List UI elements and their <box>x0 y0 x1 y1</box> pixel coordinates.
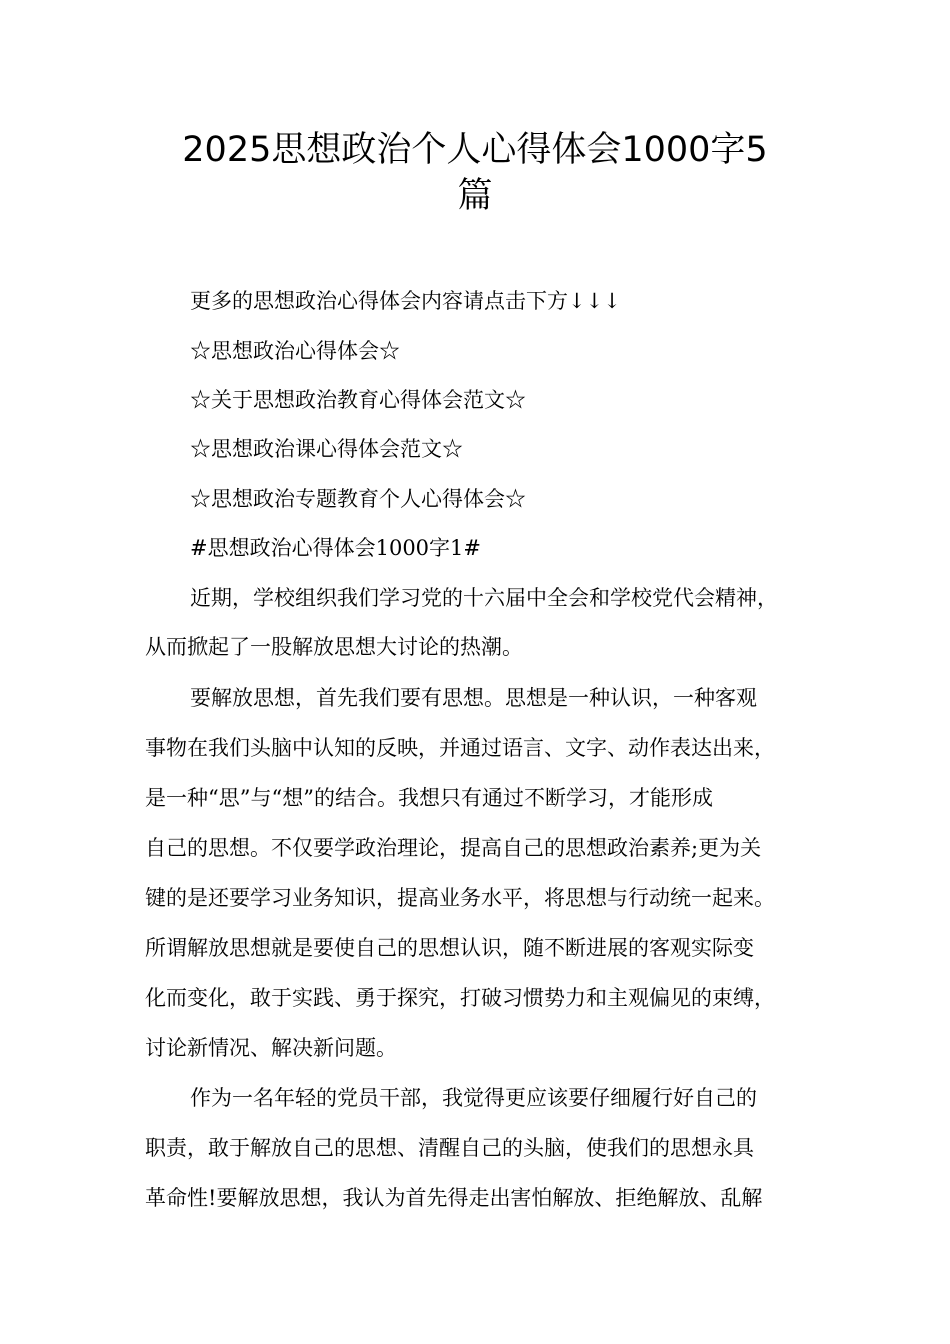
paragraph-line: 事物在我们头脑中认知的反映，并通过语言、文字、动作表达出来， <box>145 736 775 760</box>
paragraph-line: 是一种“思”与“想”的结合。我想只有通过不断学习，才能形成 <box>145 786 713 810</box>
link-item[interactable]: ☆关于思想政治教育心得体会范文☆ <box>190 388 526 412</box>
paragraph-line: 革命性!要解放思想，我认为首先得走出害怕解放、拒绝解放、乱解 <box>145 1186 763 1210</box>
section-heading: #思想政治心得体会1000字1# <box>190 536 481 560</box>
paragraph-line: 化而变化，敢于实践、勇于探究，打破习惯势力和主观偏见的束缚， <box>145 986 775 1010</box>
paragraph-line: 键的是还要学习业务知识，提高业务水平，将思想与行动统一起来。 <box>145 886 775 910</box>
paragraph-line: 近期，学校组织我们学习党的十六届中全会和学校党代会精神， <box>190 586 778 610</box>
page-title <box>100 127 850 219</box>
link-item[interactable]: ☆思想政治专题教育个人心得体会☆ <box>190 487 526 511</box>
paragraph-line: 从而掀起了一股解放思想大讨论的热潮。 <box>145 635 523 659</box>
paragraph-line: 自己的思想。不仅要学政治理论，提高自己的思想政治素养;更为关 <box>145 836 762 860</box>
intro-text: 更多的思想政治心得体会内容请点击下方↓↓↓ <box>190 289 621 313</box>
link-item[interactable]: ☆思想政治心得体会☆ <box>190 339 400 363</box>
title-line-2: 篇 <box>457 176 493 216</box>
paragraph-line: 作为一名年轻的党员干部，我觉得更应该要仔细履行好自己的 <box>190 1086 757 1110</box>
paragraph-line: 所谓解放思想就是要使自己的思想认识，随不断进展的客观实际变 <box>145 936 754 960</box>
paragraph-line: 要解放思想，首先我们要有思想。思想是一种认识，一种客观 <box>190 686 757 710</box>
title-line-1: 2025思想政治个人心得体会1000字5 <box>182 130 768 170</box>
link-item[interactable]: ☆思想政治课心得体会范文☆ <box>190 437 463 461</box>
paragraph-line: 职责，敢于解放自己的思想、清醒自己的头脑，使我们的思想永具 <box>145 1136 754 1160</box>
paragraph-line: 讨论新情况、解决新问题。 <box>145 1036 397 1060</box>
